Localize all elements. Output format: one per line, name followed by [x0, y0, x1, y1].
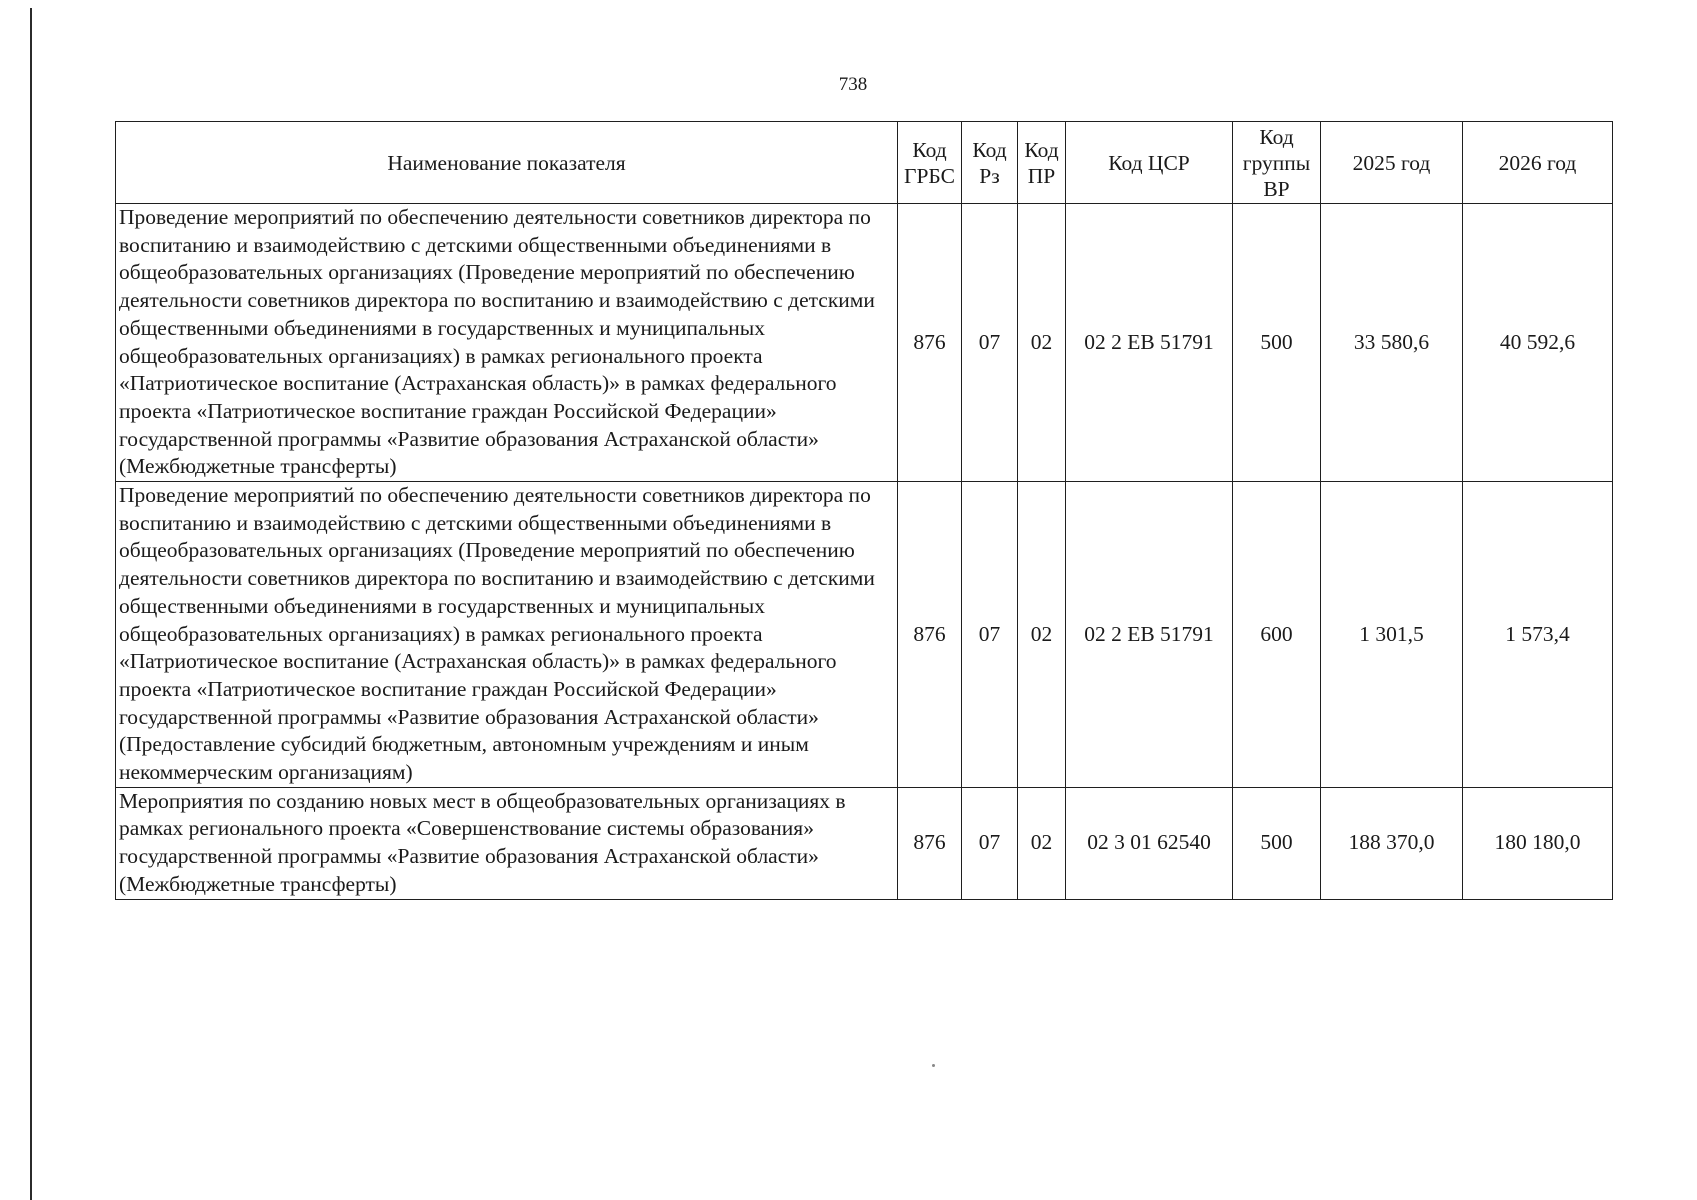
row-2026: 1 573,4 [1463, 482, 1613, 788]
row-2025: 1 301,5 [1321, 482, 1463, 788]
scan-speck [932, 1064, 935, 1067]
table-row [116, 787, 1613, 899]
row-csr: 02 2 ЕВ 51791 [1066, 204, 1233, 482]
row-pr: 02 [1018, 787, 1066, 899]
header-csr: Код ЦСР [1066, 122, 1233, 204]
page-number: 738 [838, 74, 868, 95]
header-2026: 2026 год [1463, 122, 1613, 204]
row-name: Проведение мероприятий по обеспечению деятельности советников директора по воспитанию и взаимодействию с детскими общественными объединениями в общеобразовательных организациях (Проведение мероприятий по обеспечению деятельности советников директора по воспитанию и взаимодействию с детскими общественными объединениями в государственных и муниципальных общеобразовательных организациях) в рамках регионального проекта «Патриотическое воспитание (Астраханская область)» в рамках федерального проекта «Патриотическое воспитание граждан Российской Федерации» государственной программы «Развитие образования Астраханской области» (Предоставление субсидий бюджетным, автономным учреждениям и иным некоммерческим организациям) [116, 482, 898, 788]
table-row [116, 482, 1613, 788]
row-pr: 02 [1018, 204, 1066, 482]
header-name: Наименование показателя [116, 122, 898, 204]
row-2025: 33 580,6 [1321, 204, 1463, 482]
table-header-row [116, 122, 1613, 204]
row-vr: 500 [1233, 787, 1321, 899]
row-pr: 02 [1018, 482, 1066, 788]
header-pr: Код ПР [1018, 122, 1066, 204]
header-grbs: Код ГРБС [898, 122, 962, 204]
header-2025: 2025 год [1321, 122, 1463, 204]
row-vr: 500 [1233, 204, 1321, 482]
row-csr: 02 3 01 62540 [1066, 787, 1233, 899]
header-rz: Код Рз [962, 122, 1018, 204]
page-edge-line [30, 8, 32, 1200]
row-grbs: 876 [898, 204, 962, 482]
row-csr: 02 2 ЕВ 51791 [1066, 482, 1233, 788]
budget-table [115, 121, 1613, 900]
row-vr: 600 [1233, 482, 1321, 788]
row-rz: 07 [962, 204, 1018, 482]
header-vr: Код группы ВР [1233, 122, 1321, 204]
row-grbs: 876 [898, 482, 962, 788]
row-name: Мероприятия по созданию новых мест в общеобразовательных организациях в рамках регионального проекта «Совершенствование системы образования» государственной программы «Развитие образования Астраханской области» (Межбюджетные трансферты) [116, 787, 898, 899]
row-rz: 07 [962, 787, 1018, 899]
row-rz: 07 [962, 482, 1018, 788]
row-name: Проведение мероприятий по обеспечению деятельности советников директора по воспитанию и взаимодействию с детскими общественными объединениями в общеобразовательных организациях (Проведение мероприятий по обеспечению деятельности советников директора по воспитанию и взаимодействию с детскими общественными объединениями в государственных и муниципальных общеобразовательных организациях) в рамках регионального проекта «Патриотическое воспитание (Астраханская область)» в рамках федерального проекта «Патриотическое воспитание граждан Российской Федерации» государственной программы «Развитие образования Астраханской области» (Межбюджетные трансферты) [116, 204, 898, 482]
row-2025: 188 370,0 [1321, 787, 1463, 899]
table-row [116, 204, 1613, 482]
row-2026: 40 592,6 [1463, 204, 1613, 482]
row-grbs: 876 [898, 787, 962, 899]
row-2026: 180 180,0 [1463, 787, 1613, 899]
